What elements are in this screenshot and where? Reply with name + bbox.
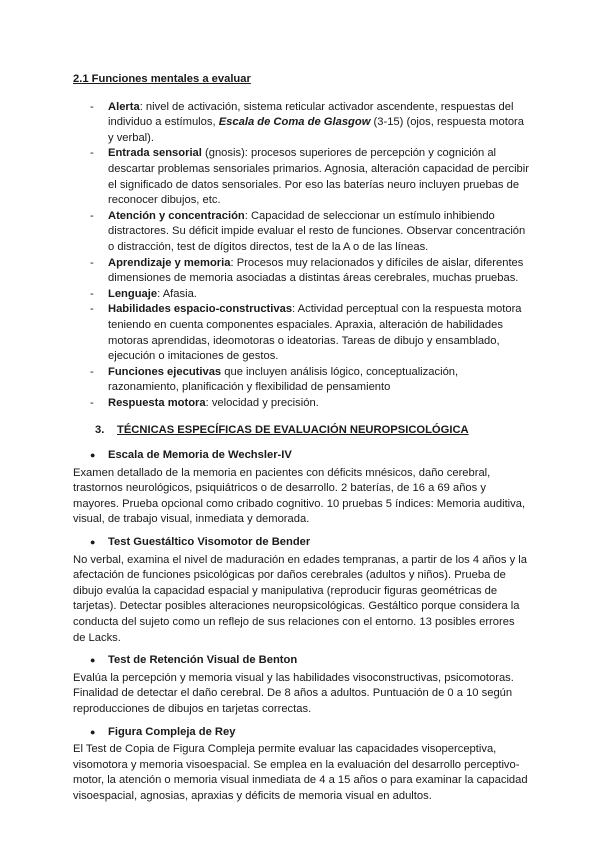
test-description: Evalúa la percepción y memoria visual y las habilidades visoconstructivas, psicomotoras. Finalidad de detectar el daño cerebral. De 8 años a adultos. Puntuación de 0 a 10 según reproducciones de dibujos en tarjetas correctas.: [73, 671, 514, 715]
function-item: [73, 146, 529, 208]
function-term: Funciones ejecutivas: [108, 365, 222, 378]
function-item: [73, 365, 529, 396]
test-description: El Test de Copia de Figura Compleja permite evaluar las capacidades visoperceptiva, visomotora y memoria visoespacial. Se emplea en la evaluación del desarrollo perceptivo-motor, la atención o memoria visual inmediata de 4 a 15 años o para examinar la capacidad visoespacial, agnosias, apraxias y déficits de memoria visual en adultos.: [73, 743, 528, 802]
test-title: ● Test de Retención Visual de Benton: [73, 653, 529, 669]
function-text: : nivel de activación, sistema reticular activador ascendente, respuestas del individuo a estímulos,: [108, 100, 514, 129]
test-description: No verbal, examina el nivel de maduración en edades tempranas, a partir de los 4 años y la afectación de funciones psicológicas por daños cerebrales (adultos y niños). Prueba de dibujo evalúa la capacidad espacial y manipulativa (reproducir figuras geométricas de tarjetas). Detectar posibles alteraciones neuropsicológicas. Gestáltico porque considera la conducta del sujeto como un reflejo de sus relaciones con el entorno. 13 posibles errores de Lacks.: [73, 553, 527, 644]
function-term: Entrada sensorial: [108, 147, 202, 160]
bullet-icon: ●: [90, 726, 96, 737]
dash-bullet: -: [90, 396, 94, 409]
dash-bullet: -: [90, 147, 94, 160]
section-heading-3: [73, 423, 529, 439]
function-item: [73, 256, 529, 287]
test-title: ● Escala de Memoria de Wechsler-IV: [73, 448, 529, 464]
function-text: que incluyen análisis lógico, conceptualización, razonamiento, planificación y flexibilidad de pensamiento: [108, 365, 459, 394]
function-term: Atención y concentración: [108, 209, 245, 222]
document-page: [73, 72, 529, 805]
function-item: [73, 302, 529, 364]
test-section: [73, 535, 529, 646]
test-section: [73, 725, 529, 805]
test-section: [73, 448, 529, 528]
section-heading-2-1: 2.1 Funciones mentales a evaluar: [73, 73, 251, 85]
function-item: [73, 209, 529, 256]
function-text: (gnosis): procesos superiores de percepción y cognición al descartar problemas sensoriales primarios. Agnosia, alteración capacidad de percibir el significado de datos sensoriales. Por eso las baterías neuro incluyen pruebas de reconocer dibujos, etc.: [108, 147, 529, 207]
function-emphasis: Escala de Coma de Glasgow: [218, 116, 371, 129]
test-section: [73, 653, 529, 717]
function-term: Lenguaje: [108, 287, 158, 300]
function-item: [73, 100, 529, 147]
function-term: Respuesta motora: [108, 396, 206, 409]
function-term: Alerta: [108, 100, 140, 113]
function-text: : Procesos muy relacionados y difíciles de aislar, diferentes dimensiones de memoria asociadas a distintas áreas cerebrales, muchas pruebas.: [108, 256, 524, 285]
function-text: : Capacidad de seleccionar un estímulo inhibiendo distractores. Su déficit impide evaluar el resto de funciones. Observar concentración o distracción, test de dígitos directos, test de la A o de las líneas.: [108, 209, 526, 253]
functions-list: [73, 100, 529, 412]
section-number: 3.: [95, 424, 105, 437]
test-title: ● Figura Compleja de Rey: [73, 725, 529, 741]
dash-bullet: -: [90, 256, 94, 269]
section-title: TÉCNICAS ESPECÍFICAS DE EVALUACIÓN NEUROPSICOLÓGICA: [117, 424, 469, 437]
function-term: Aprendizaje y memoria: [108, 256, 231, 269]
dash-bullet: -: [90, 365, 94, 378]
dash-bullet: -: [90, 303, 94, 316]
function-item: [73, 396, 529, 412]
function-term: Habilidades espacio-constructivas: [108, 303, 293, 316]
function-text-after: (3-15) (ojos, respuesta motora y verbal).: [108, 116, 525, 144]
test-description: Examen detallado de la memoria en pacientes con déficits mnésicos, daño cerebral, trastornos neurológicos, psiquiátricos o de desarrollo. 2 baterías, de 16 a 69 años y mayores. Prueba opcional como cribado cognitivo. 10 pruebas 5 índices: Memoria auditiva, visual, de trabajo visual, inmediata y demorada.: [73, 466, 526, 526]
dash-bullet: -: [90, 100, 94, 113]
dash-bullet: -: [90, 209, 94, 222]
function-item: [73, 287, 529, 303]
bullet-icon: ●: [90, 450, 96, 461]
function-text: : Actividad perceptual con la respuesta motora teniendo en cuenta componentes espaciales. Apraxia, alteración de habilidades motoras aprendidas, ideomotoras o ideatorias. Tareas de dibujo y ensamblado, ejecución o imitaciones de gestos.: [108, 303, 522, 363]
bullet-icon: ●: [90, 655, 96, 666]
dash-bullet: -: [90, 287, 94, 300]
bullet-icon: ●: [90, 537, 96, 548]
function-text: : velocidad y precisión.: [205, 396, 319, 409]
function-text: : Afasia.: [157, 287, 197, 300]
test-title: ● Test Guestáltico Visomotor de Bender: [73, 535, 529, 551]
